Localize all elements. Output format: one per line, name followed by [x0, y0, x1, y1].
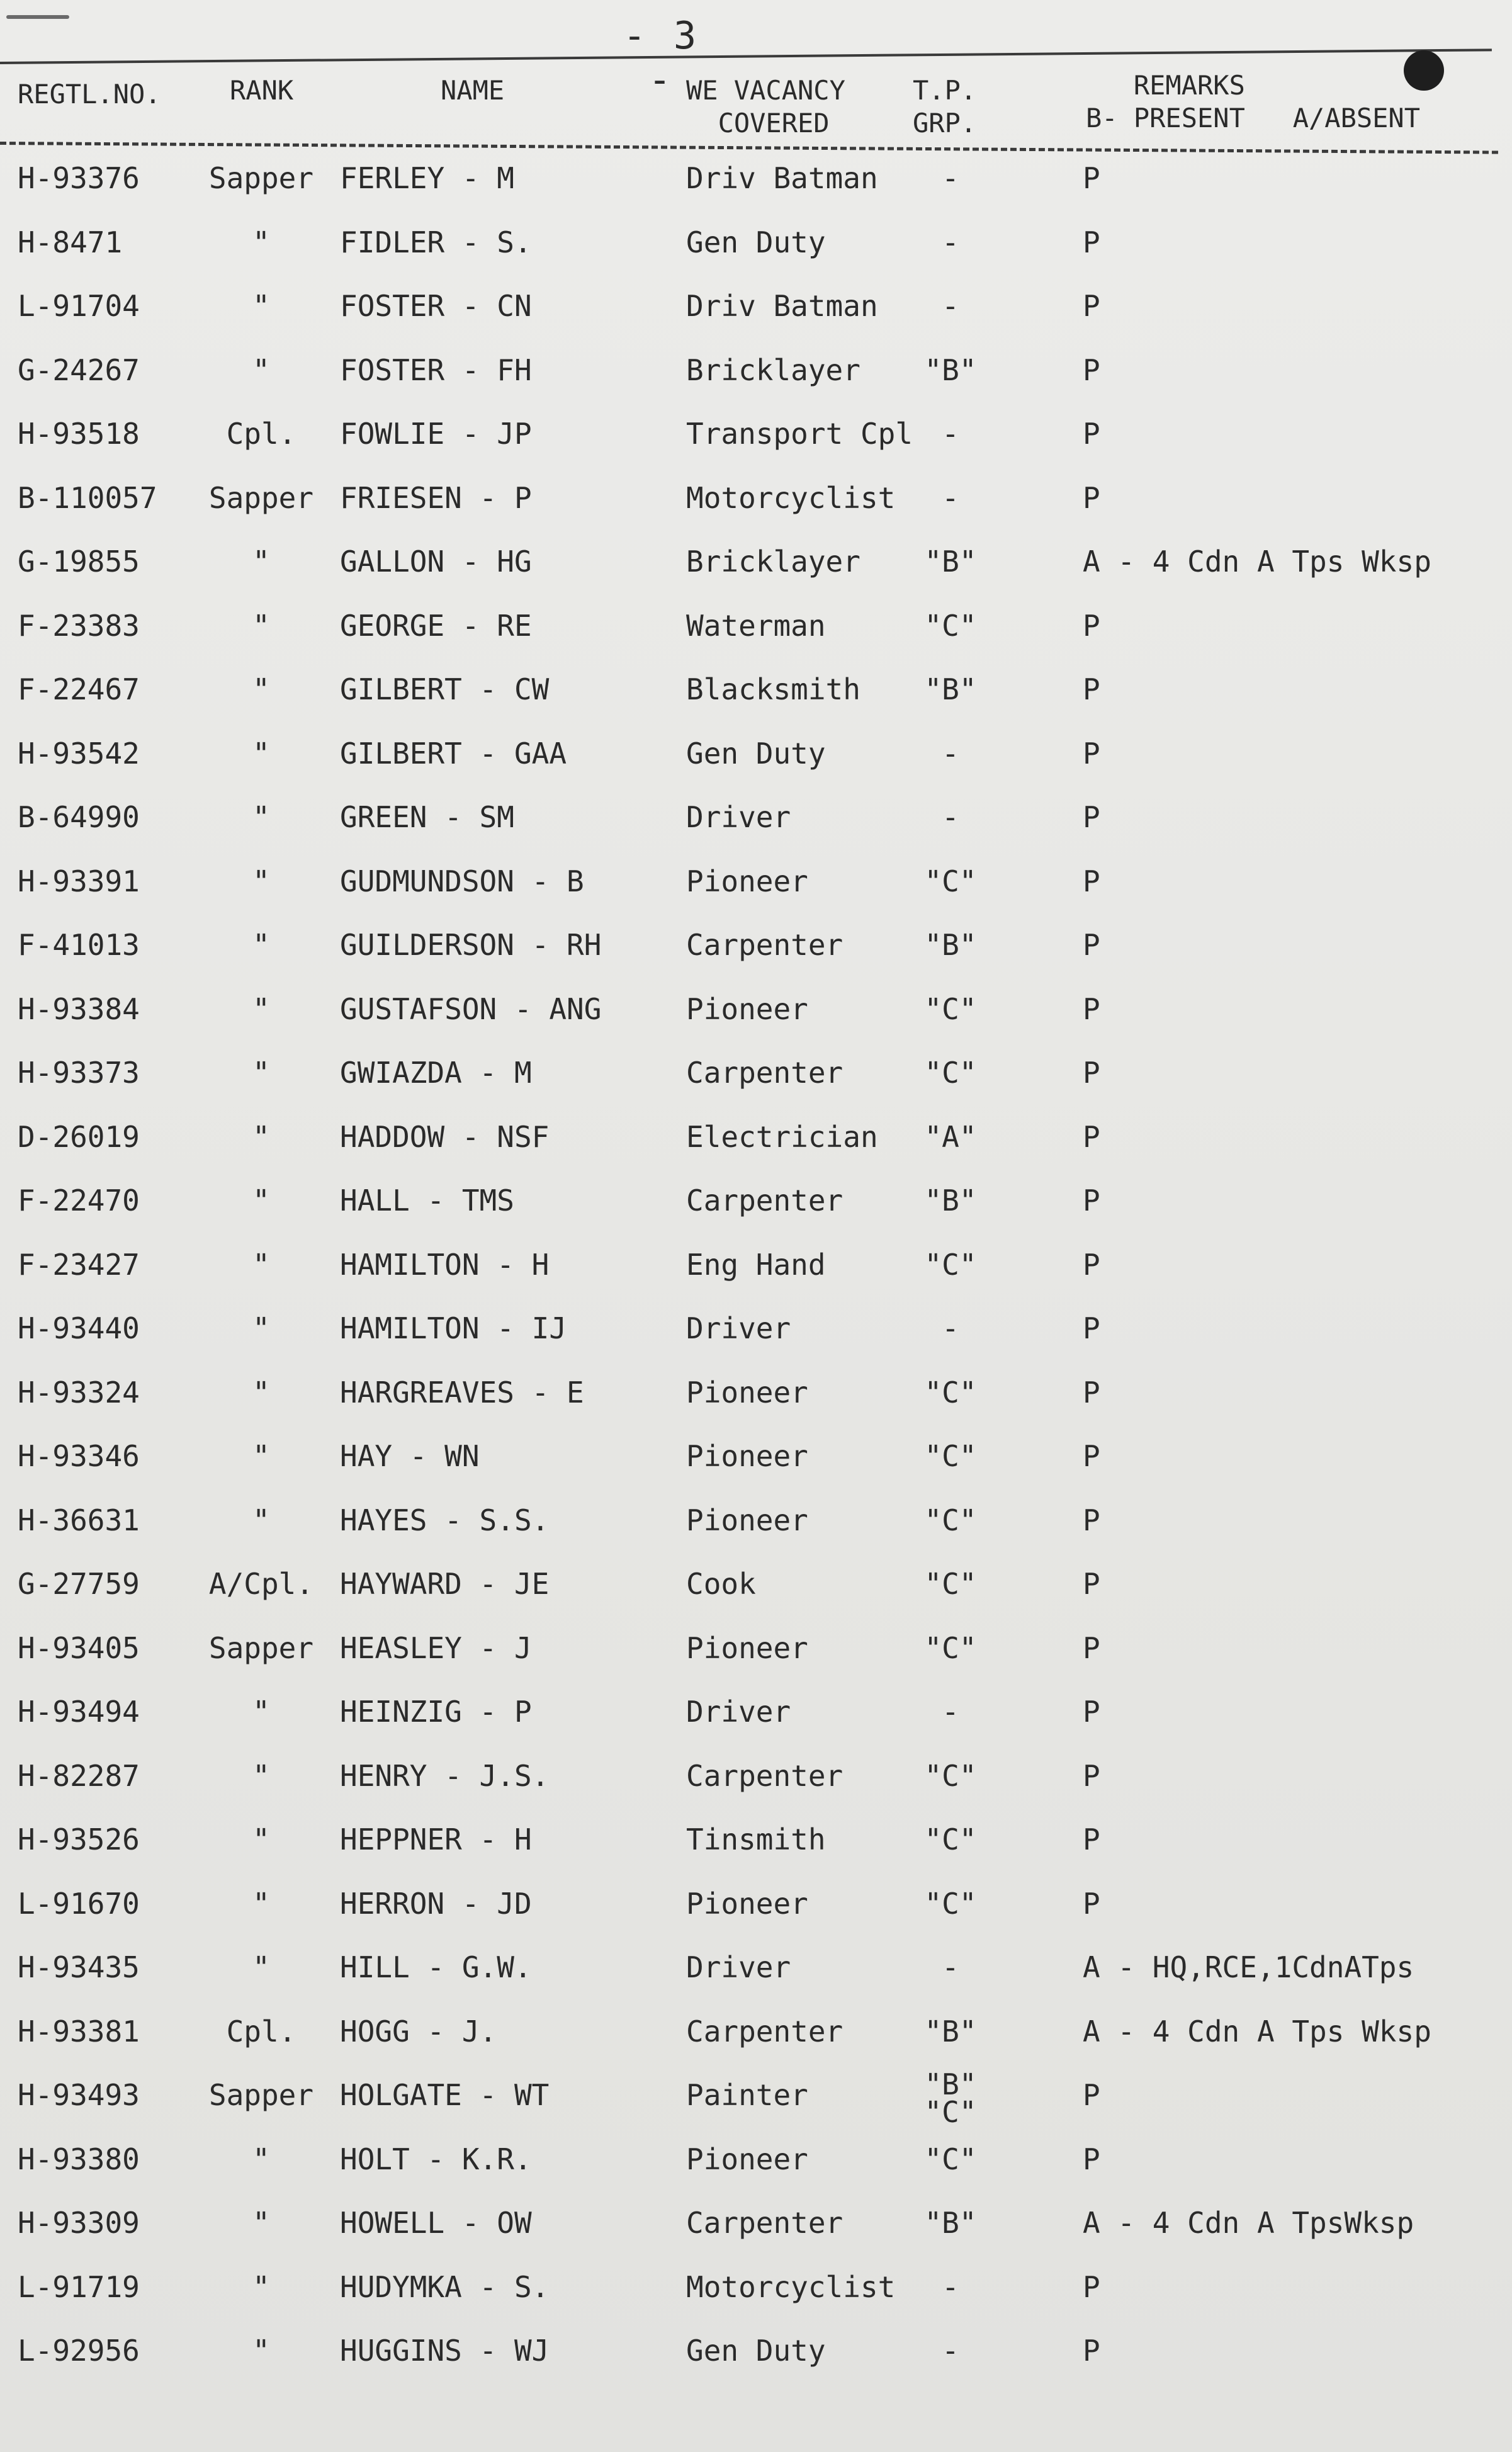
- cell-vacancy: Pioneer: [686, 1630, 808, 1665]
- cell-rank: ": [252, 608, 270, 643]
- table-row: [0, 1811, 1512, 1868]
- table-row: [0, 1044, 1512, 1101]
- table-row: [0, 1620, 1512, 1676]
- cell-regtl-no: L-92956: [18, 2334, 140, 2368]
- cell-remarks: P: [1083, 1439, 1100, 1473]
- cell-tp-grp: "C": [924, 1886, 977, 1921]
- cell-regtl-no: F-23427: [18, 1247, 140, 1282]
- cell-vacancy: Pioneer: [686, 1886, 808, 1921]
- cell-rank: ": [252, 1695, 270, 1729]
- table-row: [0, 2322, 1512, 2379]
- cell-tp-grp: -: [942, 800, 959, 834]
- header-regtl-no: REGTL.NO.: [18, 79, 161, 110]
- cell-vacancy: Blacksmith: [686, 672, 860, 706]
- cell-regtl-no: L-91719: [18, 2269, 140, 2304]
- cell-tp-grp: "B": [924, 545, 977, 579]
- table-row: [0, 405, 1512, 462]
- cell-regtl-no: H-93518: [18, 417, 140, 451]
- table-row: [0, 533, 1512, 590]
- table-row: [0, 853, 1512, 910]
- cell-remarks: P: [1083, 2334, 1100, 2368]
- cell-vacancy: Carpenter: [686, 928, 843, 962]
- cell-name: HENRY - J.S.: [340, 1758, 550, 1793]
- cell-name: HOWELL - OW: [340, 2206, 532, 2240]
- cell-tp-grp: "C": [924, 2142, 977, 2176]
- cell-regtl-no: L-91704: [18, 289, 140, 323]
- cell-regtl-no: D-26019: [18, 1119, 140, 1154]
- cell-remarks: P: [1083, 225, 1100, 259]
- cell-rank: ": [252, 672, 270, 706]
- header-remarks: REMARKS B- PRESENT A/ABSENT: [1086, 70, 1421, 133]
- cell-rank: ": [252, 864, 270, 898]
- cell-name: HUGGINS - WJ: [340, 2334, 550, 2368]
- cell-name: HILL - G.W.: [340, 1950, 532, 1984]
- table-row: [0, 725, 1512, 782]
- table-row: [0, 1683, 1512, 1740]
- cell-regtl-no: H-93526: [18, 1822, 140, 1856]
- table-row: [0, 1492, 1512, 1549]
- cell-tp-grp: "C": [924, 1375, 977, 1410]
- table-row: [0, 1172, 1512, 1229]
- cell-tp-grp: "C": [924, 1630, 977, 1665]
- cell-regtl-no: H-93435: [18, 1950, 140, 1984]
- cell-tp-grp: "C": [924, 1439, 977, 1473]
- cell-regtl-no: H-93381: [18, 2014, 140, 2048]
- cell-name: HAMILTON - IJ: [340, 1311, 567, 1345]
- cell-rank: Sapper: [208, 161, 314, 195]
- cell-vacancy: Waterman: [686, 608, 826, 643]
- cell-vacancy: Driver: [686, 1950, 791, 1984]
- cell-name: HEPPNER - H: [340, 1822, 532, 1856]
- cell-remarks: P: [1083, 672, 1100, 706]
- cell-regtl-no: H-93380: [18, 2142, 140, 2176]
- cell-tp-grp: "B": [924, 928, 977, 962]
- header-rank: RANK: [230, 75, 294, 106]
- table-row: [0, 1939, 1512, 1996]
- cell-regtl-no: G-19855: [18, 545, 140, 579]
- cell-name: GALLON - HG: [340, 545, 532, 579]
- cell-tp-grp: "A": [924, 1119, 977, 1154]
- cell-remarks: P: [1083, 161, 1100, 195]
- cell-name: HEINZIG - P: [340, 1695, 532, 1729]
- cell-rank: ": [252, 1886, 270, 1921]
- cell-tp-grp: "C": [924, 992, 977, 1026]
- table-row: [0, 2259, 1512, 2315]
- cell-vacancy: Driver: [686, 1695, 791, 1729]
- cell-name: HAYES - S.S.: [340, 1503, 550, 1537]
- cell-tp-grp: -: [942, 480, 959, 515]
- cell-vacancy: Electrician: [686, 1119, 878, 1154]
- cell-rank: Sapper: [208, 480, 314, 515]
- cell-rank: ": [252, 1311, 270, 1345]
- cell-vacancy: Carpenter: [686, 1184, 843, 1218]
- cell-remarks: P: [1083, 1375, 1100, 1410]
- cell-rank: ": [252, 1056, 270, 1090]
- cell-vacancy: Pioneer: [686, 864, 808, 898]
- cell-rank: ": [252, 992, 270, 1026]
- cell-regtl-no: H-93373: [18, 1056, 140, 1090]
- cell-vacancy: Carpenter: [686, 1758, 843, 1793]
- cell-name: HUDYMKA - S.: [340, 2269, 550, 2304]
- cell-tp-grp: -: [942, 289, 959, 323]
- cell-vacancy: Gen Duty: [686, 736, 826, 771]
- cell-remarks: P: [1083, 353, 1100, 387]
- cell-remarks: P: [1083, 289, 1100, 323]
- cell-rank: ": [252, 225, 270, 259]
- cell-vacancy: Cook: [686, 1567, 756, 1601]
- cell-remarks: P: [1083, 864, 1100, 898]
- cell-rank: ": [252, 928, 270, 962]
- cell-name: HALL - TMS: [340, 1184, 514, 1218]
- cell-rank: ": [252, 1247, 270, 1282]
- table-row: [0, 789, 1512, 845]
- cell-remarks: A - 4 Cdn A Tps Wksp: [1083, 2014, 1431, 2048]
- cell-remarks: P: [1083, 1184, 1100, 1218]
- table-row: [0, 1300, 1512, 1357]
- cell-name: HERRON - JD: [340, 1886, 532, 1921]
- cell-remarks: P: [1083, 1567, 1100, 1601]
- cell-tp-grp: "B" "C": [924, 2067, 977, 2129]
- cell-remarks: P: [1083, 417, 1100, 451]
- cell-name: GREEN - SM: [340, 800, 514, 834]
- cell-regtl-no: G-27759: [18, 1567, 140, 1601]
- cell-remarks: P: [1083, 1886, 1100, 1921]
- cell-regtl-no: H-93324: [18, 1375, 140, 1410]
- cell-remarks: P: [1083, 1758, 1100, 1793]
- cell-name: HAY - WN: [340, 1439, 480, 1473]
- cell-vacancy: Carpenter: [686, 2206, 843, 2240]
- table-row: [0, 1428, 1512, 1484]
- cell-rank: ": [252, 545, 270, 579]
- cell-tp-grp: "C": [924, 1758, 977, 1793]
- cell-name: GILBERT - GAA: [340, 736, 567, 771]
- table-row: [0, 917, 1512, 973]
- cell-vacancy: Gen Duty: [686, 225, 826, 259]
- table-row: [0, 214, 1512, 271]
- table-row: [0, 2067, 1512, 2129]
- cell-name: HADDOW - NSF: [340, 1119, 550, 1154]
- cell-rank: ": [252, 1184, 270, 1218]
- cell-regtl-no: H-93405: [18, 1630, 140, 1665]
- cell-regtl-no: B-64990: [18, 800, 140, 834]
- cell-tp-grp: -: [942, 417, 959, 451]
- cell-remarks: P: [1083, 608, 1100, 643]
- cell-regtl-no: H-93309: [18, 2206, 140, 2240]
- cell-remarks: P: [1083, 1247, 1100, 1282]
- table-row: [0, 342, 1512, 398]
- cell-name: HAYWARD - JE: [340, 1567, 550, 1601]
- cell-name: HARGREAVES - E: [340, 1375, 584, 1410]
- cell-vacancy: Pioneer: [686, 1439, 808, 1473]
- cell-rank: ": [252, 736, 270, 771]
- cell-tp-grp: -: [942, 225, 959, 259]
- cell-rank: ": [252, 1439, 270, 1473]
- cell-vacancy: Driver: [686, 1311, 791, 1345]
- cell-name: FRIESEN - P: [340, 480, 532, 515]
- table-row: [0, 1556, 1512, 1612]
- cell-name: GUDMUNDSON - B: [340, 864, 584, 898]
- table-row: [0, 1236, 1512, 1293]
- cell-remarks: P: [1083, 1695, 1100, 1729]
- cell-remarks: P: [1083, 800, 1100, 834]
- cell-rank: A/Cpl.: [208, 1567, 314, 1601]
- cell-tp-grp: "C": [924, 1567, 977, 1601]
- cell-rank: ": [252, 2206, 270, 2240]
- table-row: [0, 981, 1512, 1037]
- cell-regtl-no: F-22467: [18, 672, 140, 706]
- cell-tp-grp: "B": [924, 672, 977, 706]
- cell-regtl-no: H-93494: [18, 1695, 140, 1729]
- cell-vacancy: Eng Hand: [686, 1247, 826, 1282]
- cell-name: FOWLIE - JP: [340, 417, 532, 451]
- cell-vacancy: Tinsmith: [686, 1822, 826, 1856]
- cell-tp-grp: "B": [924, 2206, 977, 2240]
- cell-vacancy: Carpenter: [686, 2014, 843, 2048]
- cell-name: HOLGATE - WT: [340, 2078, 550, 2112]
- cell-name: HEASLEY - J: [340, 1630, 532, 1665]
- cell-tp-grp: "C": [924, 608, 977, 643]
- cell-rank: ": [252, 1375, 270, 1410]
- cell-remarks: P: [1083, 480, 1100, 515]
- cell-rank: ": [252, 1758, 270, 1793]
- cell-name: GWIAZDA - M: [340, 1056, 532, 1090]
- cell-regtl-no: L-91670: [18, 1886, 140, 1921]
- cell-tp-grp: "C": [924, 864, 977, 898]
- cell-tp-grp: -: [942, 2269, 959, 2304]
- cell-vacancy: Driver: [686, 800, 791, 834]
- cell-rank: ": [252, 353, 270, 387]
- cell-vacancy: Painter: [686, 2078, 808, 2112]
- cell-regtl-no: H-36631: [18, 1503, 140, 1537]
- cell-tp-grp: "C": [924, 1247, 977, 1282]
- cell-name: HAMILTON - H: [340, 1247, 550, 1282]
- header-name: NAME: [441, 75, 505, 106]
- cell-regtl-no: H-93346: [18, 1439, 140, 1473]
- cell-tp-grp: -: [942, 1311, 959, 1345]
- cell-remarks: P: [1083, 1503, 1100, 1537]
- table-row: [0, 1748, 1512, 1804]
- cell-remarks: P: [1083, 2078, 1100, 2112]
- cell-vacancy: Motorcyclist: [686, 480, 896, 515]
- cell-remarks: P: [1083, 2142, 1100, 2176]
- cell-vacancy: Driv Batman: [686, 289, 878, 323]
- cell-regtl-no: H-93391: [18, 864, 140, 898]
- cell-tp-grp: "B": [924, 1184, 977, 1218]
- cell-remarks: P: [1083, 736, 1100, 771]
- cell-regtl-no: H-93493: [18, 2078, 140, 2112]
- table-row: [0, 1109, 1512, 1165]
- cell-name: FOSTER - FH: [340, 353, 532, 387]
- table-row: [0, 1875, 1512, 1932]
- cell-name: FOSTER - CN: [340, 289, 532, 323]
- cell-vacancy: Pioneer: [686, 992, 808, 1026]
- header-vacancy-covered: WE VACANCY COVERED: [686, 75, 845, 138]
- cell-vacancy: Driv Batman: [686, 161, 878, 195]
- table-row: [0, 597, 1512, 654]
- cell-remarks: P: [1083, 1822, 1100, 1856]
- cell-rank: Cpl.: [226, 2014, 296, 2048]
- cell-tp-grp: "B": [924, 353, 977, 387]
- cell-remarks: P: [1083, 2269, 1100, 2304]
- cell-tp-grp: "C": [924, 1056, 977, 1090]
- header-tp-grp: T.P. GRP.: [913, 75, 977, 138]
- cell-regtl-no: H-93542: [18, 736, 140, 771]
- cell-rank: ": [252, 1119, 270, 1154]
- cell-vacancy: Carpenter: [686, 1056, 843, 1090]
- cell-name: GEORGE - RE: [340, 608, 532, 643]
- cell-remarks: P: [1083, 1119, 1100, 1154]
- cell-tp-grp: "C": [924, 1503, 977, 1537]
- table-row: [0, 2195, 1512, 2251]
- cell-regtl-no: F-23383: [18, 608, 140, 643]
- table-row: [0, 1364, 1512, 1421]
- cell-remarks: P: [1083, 1056, 1100, 1090]
- table-row: [0, 470, 1512, 526]
- cell-rank: ": [252, 2142, 270, 2176]
- cell-name: FIDLER - S.: [340, 225, 532, 259]
- cell-vacancy: Motorcyclist: [686, 2269, 896, 2304]
- cell-regtl-no: H-93440: [18, 1311, 140, 1345]
- table-row: [0, 150, 1512, 206]
- cell-name: GUILDERSON - RH: [340, 928, 602, 962]
- cell-remarks: P: [1083, 928, 1100, 962]
- cell-name: HOLT - K.R.: [340, 2142, 532, 2176]
- cell-rank: ": [252, 800, 270, 834]
- cell-rank: ": [252, 1950, 270, 1984]
- cell-regtl-no: G-24267: [18, 353, 140, 387]
- cell-remarks: P: [1083, 1630, 1100, 1665]
- cell-vacancy: Pioneer: [686, 2142, 808, 2176]
- cell-remarks: P: [1083, 1311, 1100, 1345]
- cell-regtl-no: F-41013: [18, 928, 140, 962]
- cell-regtl-no: H-93384: [18, 992, 140, 1026]
- cell-remarks: A - 4 Cdn A Tps Wksp: [1083, 545, 1431, 579]
- cell-remarks: A - HQ,RCE,1CdnATps: [1083, 1950, 1414, 1984]
- cell-tp-grp: -: [942, 1950, 959, 1984]
- cell-vacancy: Transport Cpl: [686, 417, 913, 451]
- cell-vacancy: Bricklayer: [686, 353, 860, 387]
- cell-rank: Sapper: [208, 1630, 314, 1665]
- cell-tp-grp: -: [942, 2334, 959, 2368]
- cell-name: HOGG - J.: [340, 2014, 497, 2048]
- cell-name: FERLEY - M: [340, 161, 514, 195]
- cell-regtl-no: F-22470: [18, 1184, 140, 1218]
- cell-rank: ": [252, 1822, 270, 1856]
- cell-regtl-no: H-93376: [18, 161, 140, 195]
- cell-regtl-no: B-110057: [18, 480, 157, 515]
- cell-remarks: A - 4 Cdn A TpsWksp: [1083, 2206, 1414, 2240]
- cell-name: GILBERT - CW: [340, 672, 550, 706]
- cell-rank: Sapper: [208, 2078, 314, 2112]
- cell-vacancy: Pioneer: [686, 1375, 808, 1410]
- cell-tp-grp: -: [942, 161, 959, 195]
- table-row: [0, 2003, 1512, 2060]
- table-row: [0, 278, 1512, 334]
- cell-rank: Cpl.: [226, 417, 296, 451]
- cell-vacancy: Pioneer: [686, 1503, 808, 1537]
- cell-rank: ": [252, 1503, 270, 1537]
- cell-vacancy: Bricklayer: [686, 545, 860, 579]
- cell-tp-grp: -: [942, 1695, 959, 1729]
- cell-tp-grp: "C": [924, 1822, 977, 1856]
- cell-rank: ": [252, 2269, 270, 2304]
- page-number: - 3 -: [623, 14, 699, 102]
- cell-regtl-no: H-8471: [18, 225, 123, 259]
- cell-remarks: P: [1083, 992, 1100, 1026]
- cell-name: GUSTAFSON - ANG: [340, 992, 602, 1026]
- cell-tp-grp: -: [942, 736, 959, 771]
- cell-regtl-no: H-82287: [18, 1758, 140, 1793]
- cell-tp-grp: "B": [924, 2014, 977, 2048]
- cell-vacancy: Gen Duty: [686, 2334, 826, 2368]
- table-row: [0, 661, 1512, 718]
- cell-rank: ": [252, 289, 270, 323]
- table-row: [0, 2131, 1512, 2188]
- cell-rank: ": [252, 2334, 270, 2368]
